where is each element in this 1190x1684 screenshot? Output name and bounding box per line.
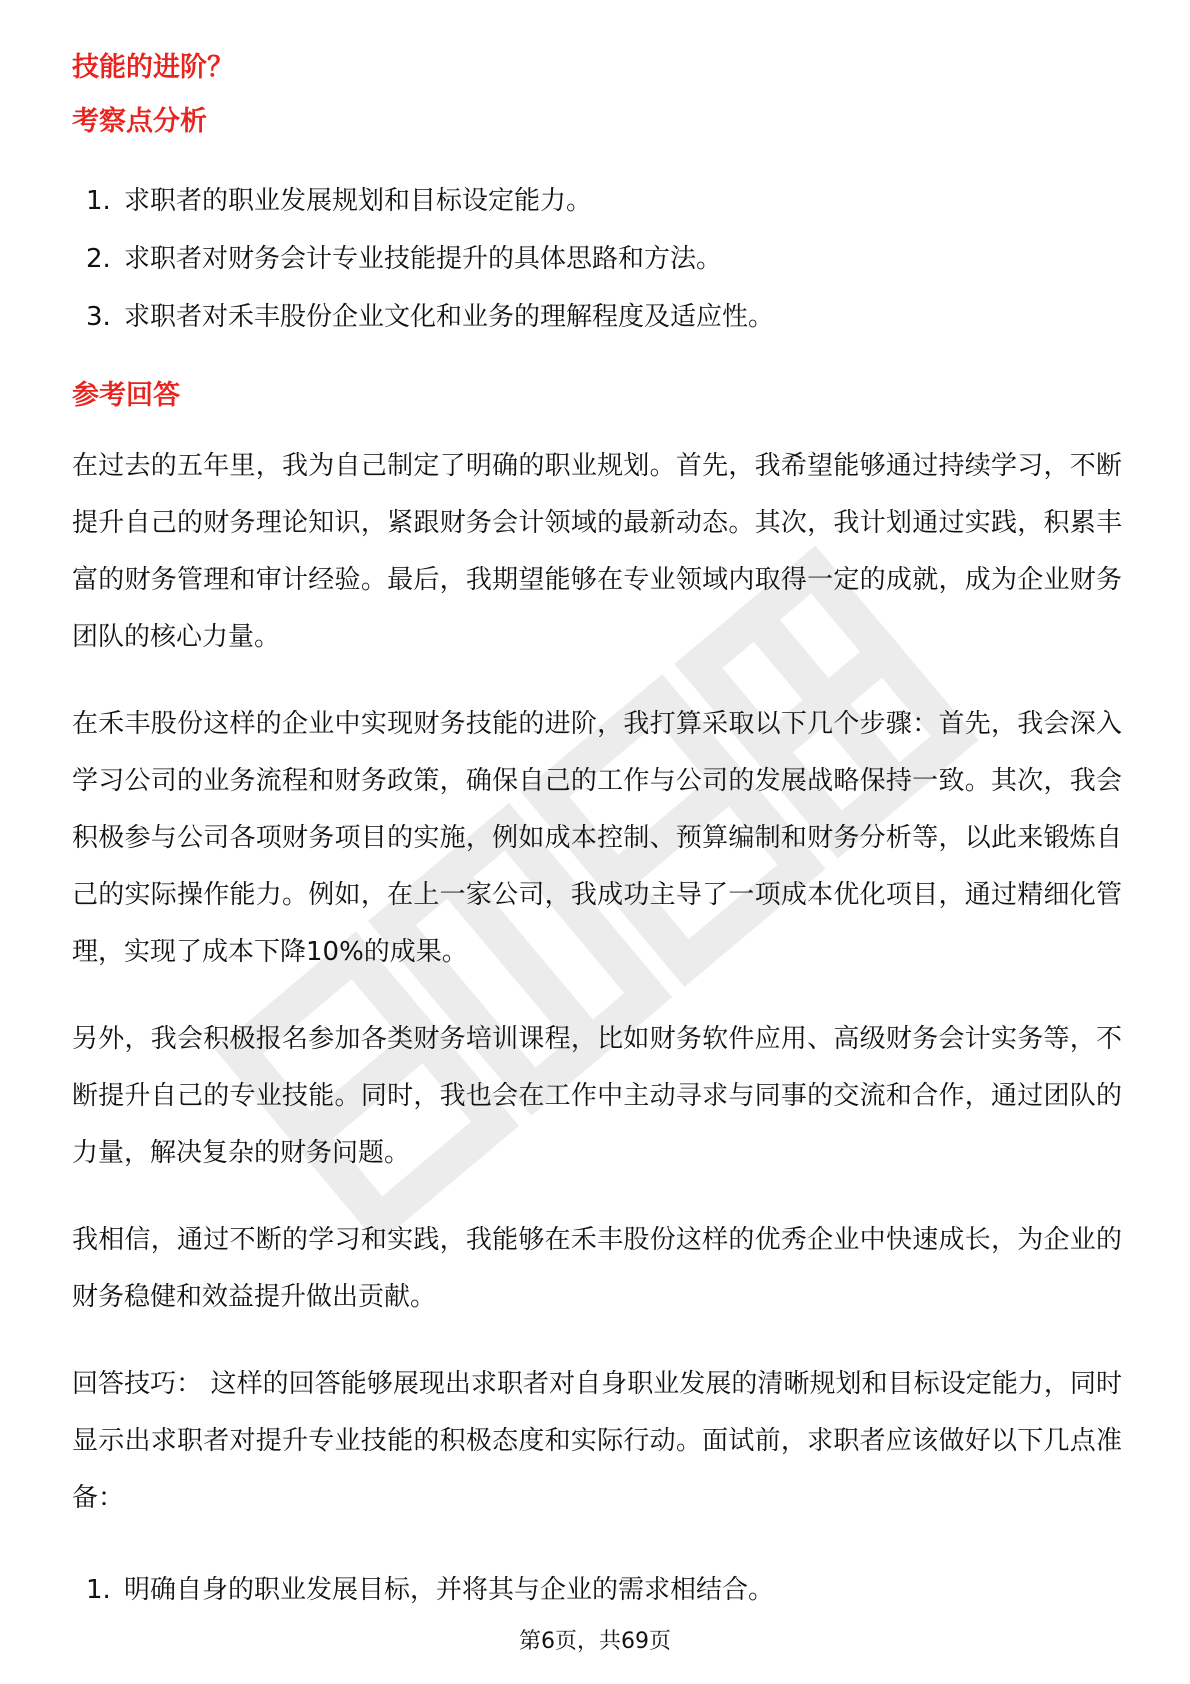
page-number: 第6页，共69页 bbox=[519, 1629, 671, 1654]
list-item-number: 3. bbox=[86, 302, 111, 332]
analysis-list bbox=[72, 172, 1122, 346]
list-item-text: 求职者对财务会计专业技能提升的具体思路和方法。 bbox=[124, 244, 723, 274]
answer-paragraph: 我相信，通过不断的学习和实践，我能够在禾丰股份这样的优秀企业中快速成长，为企业的财务稳健和效益提升做出贡献。 bbox=[72, 1225, 1122, 1312]
answer-tips: 回答技巧： 这样的回答能够展现出求职者对自身职业发展的清晰规划和目标设定能力，同时显示出求职者对提升专业技能的积极态度和实际行动。面试前，求职者应该做好以下几点准备： bbox=[72, 1369, 1122, 1513]
list-item-number: 1. bbox=[86, 1575, 111, 1605]
list-item bbox=[72, 288, 1122, 346]
list-item-text: 明确自身的职业发展目标，并将其与企业的需求相结合。 bbox=[124, 1575, 775, 1605]
prep-list bbox=[72, 1561, 1122, 1619]
page-content bbox=[72, 48, 1122, 1619]
list-item bbox=[72, 230, 1122, 288]
analysis-heading: 考察点分析 bbox=[72, 106, 207, 137]
list-item-number: 1. bbox=[86, 186, 111, 216]
list-item-number: 2. bbox=[86, 244, 111, 274]
answer-paragraph: 另外，我会积极报名参加各类财务培训课程，比如财务软件应用、高级财务会计实务等，不断提升自己的专业技能。同时，我也会在工作中主动寻求与同事的交流和合作，通过团队的力量，解决复杂的财务问题。 bbox=[72, 1024, 1122, 1168]
list-item bbox=[72, 1561, 1122, 1619]
list-item-text: 求职者的职业发展规划和目标设定能力。 bbox=[124, 186, 593, 216]
question-heading: 技能的进阶？ bbox=[72, 52, 234, 83]
list-item-text: 求职者对禾丰股份企业文化和业务的理解程度及适应性。 bbox=[124, 302, 775, 332]
answer-paragraph: 在过去的五年里，我为自己制定了明确的职业规划。首先，我希望能够通过持续学习，不断提升自己的财务理论知识，紧跟财务会计领域的最新动态。其次，我计划通过实践，积累丰富的财务管理和审计经验。最后，我期望能够在专业领域内取得一定的成就，成为企业财务团队的核心力量。 bbox=[72, 451, 1122, 652]
list-item bbox=[72, 172, 1122, 230]
answer-paragraph: 在禾丰股份这样的企业中实现财务技能的进阶，我打算采取以下几个步骤：首先，我会深入学习公司的业务流程和财务政策，确保自己的工作与公司的发展战略保持一致。其次，我会积极参与公司各项财务项目的实施，例如成本控制、预算编制和财务分析等，以此来锻炼自己的实际操作能力。例如，在上一家公司，我成功主导了一项成本优化项目，通过精细化管理，实现了成本下降10%的成果。 bbox=[72, 709, 1122, 967]
answer-heading: 参考回答 bbox=[72, 380, 180, 411]
